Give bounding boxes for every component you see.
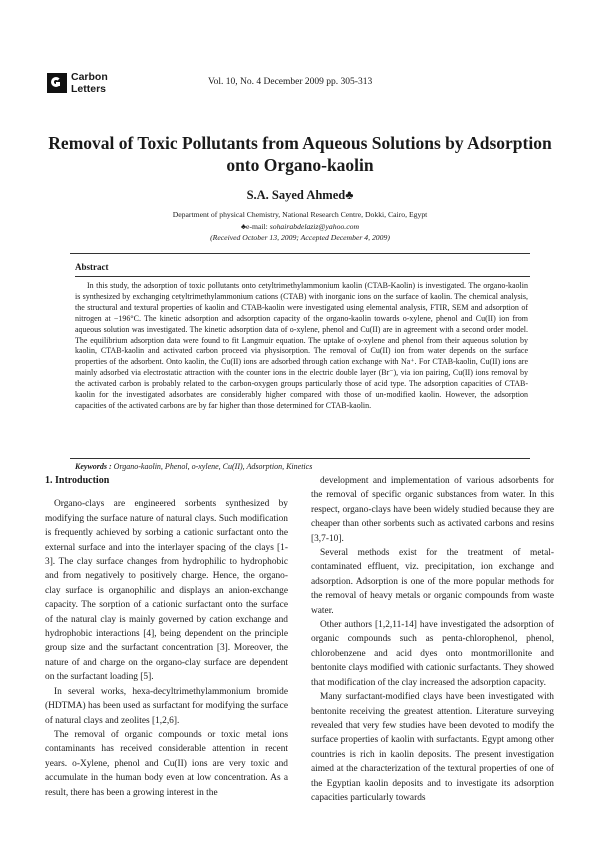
paragraph: development and implementation of various adsorbents for the removal of specific organic substances from water. In this respect, organo-clays have been widely studied because they are cheaper than other sorbents such as activated carbons and resins [3,7-10]. — [311, 476, 554, 544]
left-column — [45, 474, 288, 800]
email-line — [0, 221, 600, 233]
title-line-2: onto Organo-kaolin — [226, 155, 374, 175]
journal-volume-info: Vol. 10, No. 4 December 2009 pp. 305-313 — [208, 77, 373, 87]
affiliation-block — [0, 209, 600, 244]
logo-text — [71, 71, 108, 95]
journal-logo — [47, 71, 108, 95]
title-line-1: Removal of Toxic Pollutants from Aqueous Solutions by Adsorption — [48, 133, 552, 153]
keywords-line — [75, 462, 312, 471]
section-heading-introduction: 1. Introduction — [45, 475, 110, 486]
logo-line-2: Letters — [71, 83, 107, 95]
paragraph: Other authors [1,2,11-14] have investigated the adsorption of organic compounds such as penta-chlorophenol, phenol, chlorobenzene and acid dyes onto montmorillonite and bentonite clays modified with cationic surfactants. They showed that modification of the clay increased the adsorption capacity. — [311, 620, 554, 688]
paragraph: Several methods exist for the treatment of metal-contaminated effluent, viz. precipitation, ion exchange and adsorption. Adsorption is one of the more popular methods for the removal of heavy metals or organic compounds from waste water. — [311, 548, 554, 616]
keywords-list: Organo-kaolin, Phenol, o-xylene, Cu(II), Adsorption, Kinetics — [113, 462, 313, 471]
abstract-text: In this study, the adsorption of toxic pollutants onto cetyltrimethylammonium kaolin (CTAB-Kaolin) is investigated. The organo-kaolin is synthesized by exchanging cetyltrimethylammonium cations (CTAB) with inorganic ions on the surface of kaolin. The chemical analysis, the structural and textural properties of kaolin and CTAB-kaolin were investigated using elemental analysis, FTIR, SEM and adsorption of nitrogen at −196°C. The kinetic adsorption and adsorption capacity of the organo-kaolin towards o-xylene, phenol and Cu(II) ion from aqueous solution was investigated. The kinetic adsorption data of o-xylene, phenol and Cu(II) are in agreement with a second order model. The equilibrium adsorption data were found to fit Langmuir equation. The uptake of o-xylene and phenol from their aqueous solution by kaolin, CTAB-kaolin and activated carbon proceed via physisorption. The removal of Cu(II) ion from water depends on the surface properties of the adsorbent. Onto kaolin, the Cu(II) ions are adsorbed through cation exchange with Na⁺. For CTAB-kaolin, Cu(II) ions are mainly adsorbed via electrostatic attraction with the counter ions in the electric double layer (Br⁻), via ion pairing, Cu(II) ions removal by the activated carbon is probably related to the carbon-oxygen groups particularly those of acid type. The adsorption capacities of CTAB-kaolin for the investigated adsorbates are considerably higher compared with those of un-modified kaolin. However, the adsorption capacities of the activated carbons are by far higher than those determined for CTAB-kaolin. — [75, 281, 528, 410]
email-address: sohairabdelaziz@yahoo.com — [269, 221, 360, 231]
received-dates: (Received October 13, 2009; Accepted December 4, 2009) — [210, 233, 390, 242]
carbon-letters-logo-icon — [47, 73, 67, 93]
abstract-heading: Abstract — [75, 262, 109, 272]
paragraph: Organo-clays are engineered sorbents synthesized by modifying the surface nature of natural clays. Such modification is frequently achieved by sorbing a cationic surfactant onto the external surface and into the interlayer spacing of the clays [1-3]. The clay surface changes from hydrophilic to hydrophobic and from negatively to positively charge. Hence, the organo-clay surface is organophilic and displays an anion-exchange capacity. The sorption of a cationic surfactant onto the surface of the natural clay is mainly governed by cation exchange and hydrophobic interactions [4], being dependent on the principle group size and the surfactant concentration [3]. Moreover, the nature of and charge on the organo-clay surface are dependent on the surfactant loading [5]. — [45, 499, 288, 683]
paragraph: Many surfactant-modified clays have been investigated with bentonite receiving the greatest attention. Literature surveying revealed that very few studies have been devoted to modify the surface properties of kaolin with surfactants. Egypt among other countries is rich in kaolin deposits. The present investigation aimed at the characterization of the textural properties of one of the Egyptian kaolin deposits and to investigate its adsorption capacities particularly towards — [311, 692, 554, 803]
abstract-divider — [75, 276, 530, 277]
paragraph: The removal of organic compounds or toxic metal ions contaminants has received considerable attention in recent years. o-Xylene, phenol and Cu(II) ions are very toxic and accumulate in the human body even at low concentration. As a result, there has been a growing interest in the — [45, 729, 288, 798]
affiliation: Department of physical Chemistry, National Research Centre, Dokki, Cairo, Egypt — [172, 210, 428, 219]
logo-line-1: Carbon — [71, 71, 108, 83]
email-label: ♣e-mail: — [240, 221, 270, 231]
abstract-box — [70, 253, 530, 459]
keywords-label: Keywords : — [75, 462, 114, 471]
right-column — [311, 474, 554, 805]
article-title — [40, 132, 560, 176]
paragraph: In several works, hexa-decyltrimethylammonium bromide (HDTMA) has been used as surfactant for modifying the surface of natural clays and zeolites [1,2,6]. — [45, 686, 288, 726]
author-name: S.A. Sayed Ahmed♣ — [246, 188, 354, 202]
